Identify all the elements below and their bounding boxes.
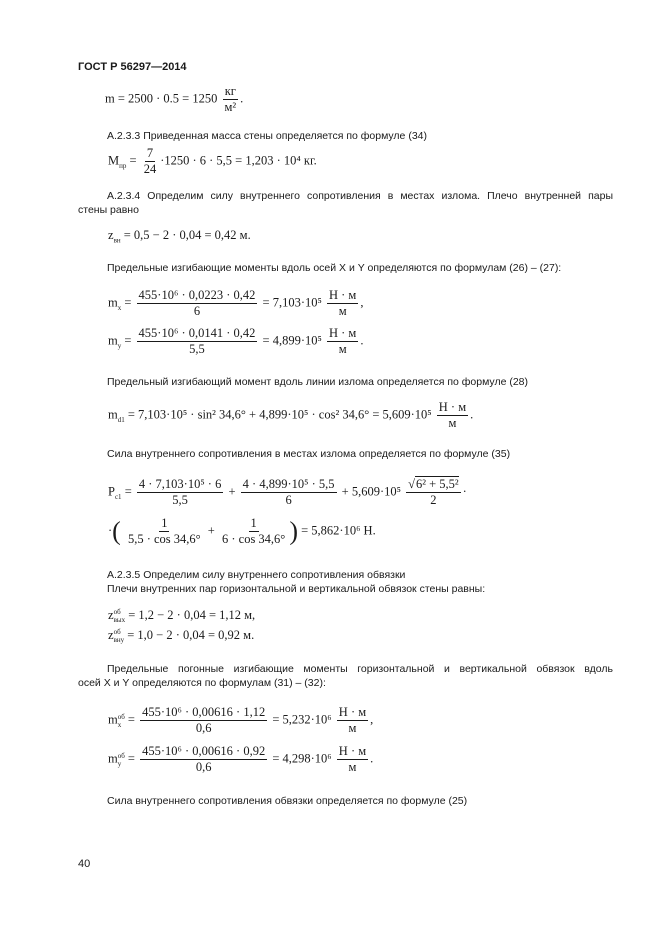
fraction-numerator: 1 [161, 516, 168, 530]
formula-end: . [240, 91, 244, 106]
unit-fraction [223, 84, 239, 115]
formula-superscript: об [117, 712, 125, 721]
fraction-numerator: 4 · 7,103·10⁵ · 6 [138, 477, 222, 491]
formula-rest: ·1250 · 6 · 5,5 = 1,203 · 10⁴ кг. [160, 153, 317, 168]
fraction-numerator: 4 · 4,899·10⁵ · 5,5 [242, 477, 335, 491]
paragraph-md: Предельный изгибающий момент вдоль линии излома определяется по формуле (28) [107, 376, 529, 388]
formula-rest: = 1,2 − 2 · 0,04 = 1,12 м, [125, 608, 256, 622]
formula-value: = 5,232·10⁶ [272, 712, 332, 727]
fraction-denominator: 24 [143, 162, 157, 176]
formula-rest: = 1,0 − 2 · 0,04 = 0,92 м. [124, 628, 255, 642]
sqrt-numerator: √6² + 5,5² [408, 477, 459, 491]
unit-denominator: м [338, 304, 347, 318]
formula-lhs: m [108, 712, 118, 727]
formula-mx: $m_x$ = $\frac{\text{455·10⁶ · 0,0223 · 0,42}}{6}$ = 7,103·10⁵ $\frac{Н \cdot м}{м}$ , [108, 288, 364, 318]
formula-subscript: вых [113, 616, 126, 625]
formula-term: + 5,609·10⁵ [341, 484, 401, 499]
paragraph-pogon-line2: осей X и Y определяются по формулам (31) – (32): [78, 677, 326, 689]
fraction-numerator: 7 [146, 146, 154, 160]
unit-numerator: кг [224, 84, 236, 98]
formula-z-inner [108, 228, 251, 245]
formula-superscript: об [113, 608, 121, 617]
formula-subscript: c1 [114, 492, 122, 501]
formula-subscript: пр [119, 161, 127, 170]
unit-numerator: Н · м [438, 400, 467, 414]
unit-numerator: Н · м [328, 326, 357, 340]
fraction-denominator: 5,5 [172, 493, 188, 507]
formula-plus: + [228, 484, 236, 499]
formula-end: · [462, 484, 467, 499]
formula-pc1-line1 [108, 477, 467, 508]
formula-value: = 4,899·10⁵ [262, 333, 322, 348]
formula-lhs: m [108, 295, 118, 310]
formula-end: . [360, 333, 364, 348]
fraction-denominator: 0,6 [195, 760, 212, 774]
unit-fraction [337, 705, 368, 736]
unit-numerator: Н · м [338, 744, 367, 758]
formula-end: . [370, 751, 374, 766]
formula-z-vertical [108, 628, 254, 644]
formula-md1 [108, 400, 473, 431]
paragraph-pogon-line1: Предельные погонные изгибающие моменты горизонтальной и вертикальной обвязок вдоль [107, 663, 613, 675]
formula-plus: + [207, 523, 215, 538]
formula-my: $m_y$ = $\frac{\text{455·10⁶ · 0,0141 · 0,42}}{5,5}$ = 4,899·10⁵ $\frac{Н \cdot м}{м}$ . [108, 326, 364, 356]
formula-z-horizontal [108, 608, 255, 624]
formula-lhs: z [108, 608, 114, 622]
formula-indices [118, 713, 125, 729]
fraction-numerator: 1 [250, 516, 257, 530]
document-header: ГОСТ Р 56297—2014 [78, 61, 187, 73]
formula-lhs: P [108, 484, 115, 499]
fraction-denominator: 6 [285, 493, 292, 507]
formula-value: = 4,298·10⁶ [272, 751, 332, 766]
formula-indices [114, 628, 125, 644]
formula-subscript: вну [113, 636, 125, 645]
unit-denominator: м [348, 721, 357, 735]
fraction-numerator: 455·10⁶ · 0,00616 · 1,12 [142, 705, 266, 719]
formula-lhs: m [108, 407, 118, 422]
formula-indices [118, 752, 125, 768]
bracket-open: ( [112, 516, 121, 546]
fraction-1 [137, 477, 223, 508]
paragraph-force: Сила внутреннего сопротивления в местах излома определяется по формуле (35) [107, 448, 511, 460]
fraction [140, 744, 267, 775]
formula-lhs: m [108, 333, 118, 348]
unit-denominator: м [348, 760, 357, 774]
formula-lhs: z [108, 628, 114, 642]
fraction-denominator: 5,5 · cos 34,6° [127, 532, 201, 546]
unit-denominator: м² [224, 100, 237, 114]
unit-denominator: м [448, 416, 457, 430]
fraction [137, 326, 258, 357]
unit-fraction [437, 400, 468, 431]
paragraph-a234-line1: А.2.3.4 Определим силу внутреннего сопротивления в местах излома. Плечо внутренней пары [107, 190, 613, 202]
fraction [140, 705, 267, 736]
formula-lhs: m [108, 751, 118, 766]
fraction [142, 146, 159, 177]
sqrt-fraction [406, 477, 461, 508]
fraction-denominator: 2 [430, 493, 437, 507]
paragraph-a235-line2: Плечи внутренних пар горизонтальной и вертикальной обвязок стены равны: [107, 583, 486, 595]
formula-result: = 5,862·10⁶ Н. [301, 523, 376, 538]
formula-rest: = 0,5 − 2 · 0,04 = 0,42 м. [120, 228, 251, 242]
formula-lhs: M [108, 153, 120, 168]
unit-fraction [327, 326, 358, 357]
formula-lhs: z [108, 228, 114, 242]
formula-rest: = 7,103·10⁵ · sin² 34,6° + 4,899·10⁵ · cos² 34,6° = 5,609·10⁵ [124, 407, 432, 422]
formula-mass [105, 84, 243, 115]
formula-mx-frame: m об x = $\frac{\text{455·10⁶ · 0,00616 · 1,12}}{0,6}$ = 5,232·10⁶ $\frac{Н \cdot м}{м}$ , [108, 705, 374, 735]
fraction-3 [126, 516, 203, 547]
unit-numerator: Н · м [338, 705, 367, 719]
formula-reduced-mass [108, 146, 317, 177]
formula-superscript: об [117, 751, 125, 760]
formula-equals: = [129, 153, 137, 168]
formula-subscript: d1 [117, 415, 125, 424]
formula-indices [114, 608, 126, 624]
formula-value: = 7,103·10⁵ [262, 295, 322, 310]
paragraph-a233: А.2.3.3 Приведенная масса стены определяется по формуле (34) [107, 130, 427, 142]
formula-end: , [370, 712, 374, 727]
fraction-4 [220, 516, 287, 547]
fraction-numerator: 455·10⁶ · 0,00616 · 0,92 [142, 744, 266, 758]
formula-subscript: x [117, 303, 122, 312]
fraction-numerator: 455·10⁶ · 0,0141 · 0,42 [138, 326, 256, 340]
bracket-close: ) [289, 516, 298, 546]
formula-mass-lhs: m = 2500 · 0.5 = 1250 [105, 91, 218, 106]
formula-dot: · [108, 523, 113, 538]
page-number: 40 [78, 858, 91, 870]
formula-subscript: y [117, 341, 122, 350]
formula-my-frame: m об y = $\frac{\text{455·10⁶ · 0,00616 · 0,92}}{0,6}$ = 4,298·10⁶ $\frac{Н \cdot м}{м}$ . [108, 744, 374, 774]
formula-subscript: y [117, 759, 122, 768]
unit-fraction [327, 288, 358, 319]
formula-pc1-line2 [108, 516, 376, 547]
fraction [137, 288, 258, 319]
formula-end: , [360, 295, 364, 310]
fraction-2 [241, 477, 337, 508]
fraction-denominator: 0,6 [195, 721, 212, 735]
paragraph-a234-line2: стены равно [78, 204, 139, 216]
unit-fraction [337, 744, 368, 775]
unit-numerator: Н · м [328, 288, 357, 302]
paragraph-a235-line1: А.2.3.5 Определим силу внутреннего сопротивления обвязки [107, 569, 406, 581]
unit-denominator: м [338, 342, 347, 356]
formula-subscript: вн [113, 236, 121, 245]
formula-end: . [470, 407, 474, 422]
paragraph-last: Сила внутреннего сопротивления обвязки определяется по формуле (25) [107, 795, 468, 807]
fraction-numerator: 455·10⁶ · 0,0223 · 0,42 [138, 288, 256, 302]
formula-subscript: x [117, 720, 122, 729]
fraction-denominator: 6 · cos 34,6° [221, 532, 286, 546]
formula-superscript: об [113, 628, 121, 637]
paragraph-moments: Предельные изгибающие моменты вдоль осей X и Y определяются по формулам (26) – (27): [107, 262, 562, 274]
fraction-denominator: 6 [193, 304, 201, 318]
fraction-denominator: 5,5 [189, 342, 205, 356]
sqrt-radicand: 6² + 5,5² [415, 477, 459, 491]
formula-equals: = [124, 484, 132, 499]
